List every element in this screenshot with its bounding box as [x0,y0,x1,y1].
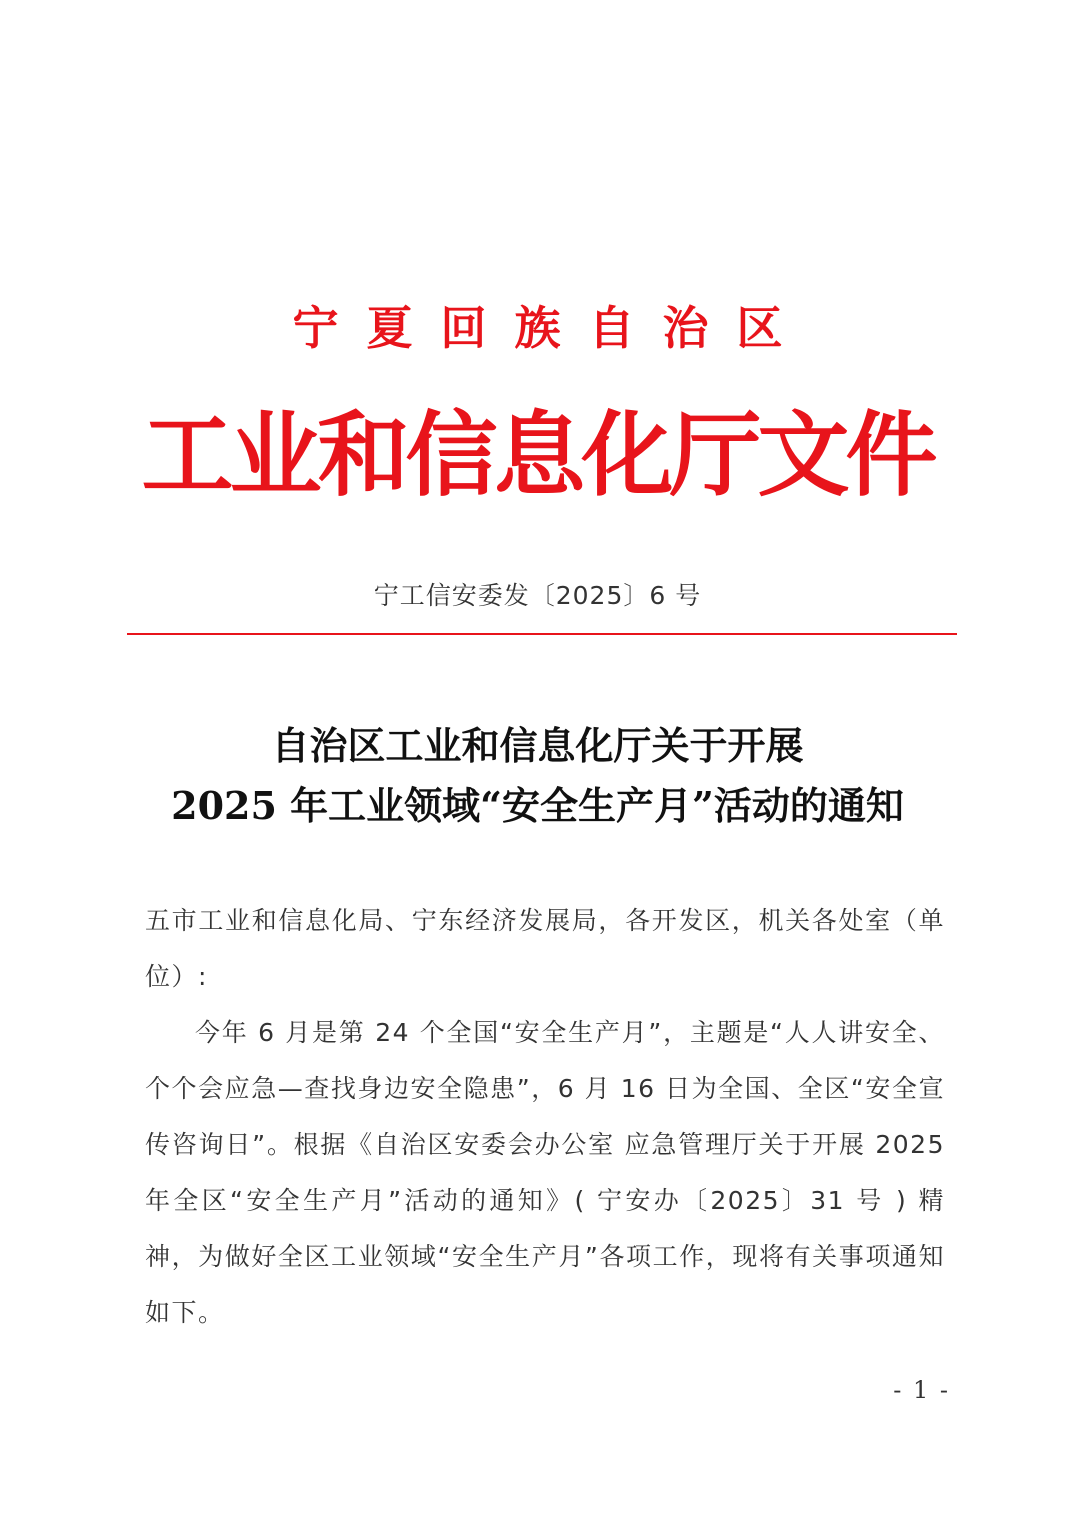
red-divider-line [127,633,957,635]
recipients-line: 五市工业和信息化局、宁东经济发展局，各开发区，机关各处室（单位）: [145,906,945,991]
document-title-line-1: 自治区工业和信息化厅关于开展 [271,723,804,768]
issuer-region-heading: 宁夏回族自治区 [292,301,811,355]
document-title-line-2: 2025 年工业领域“安全生产月”活动的通知 [171,783,904,828]
document-body [145,893,945,1341]
page-number: - 1 - [893,1376,950,1404]
document-number: 宁工信安委发〔2025〕6 号 [373,581,702,610]
issuer-agency-heading: 工业和信息化厅文件 [141,401,934,509]
document-title [0,716,1075,836]
body-paragraph-1: 今年 6 月是第 24 个全国“安全生产月”，主题是“人人讲安全、个个会应急—查找身边安全隐患”，6 月 16 日为全国、全区“安全宣传咨询日”。根据《自治区安委会办公室 应急管理厅关于开展 2025 年全区“安全生产月”活动的通知》( 宁安办〔2025〕31 号 ) 精神，为做好全区工业领域“安全生产月”各项工作，现将有关事项通知如下。 [145,1018,945,1327]
